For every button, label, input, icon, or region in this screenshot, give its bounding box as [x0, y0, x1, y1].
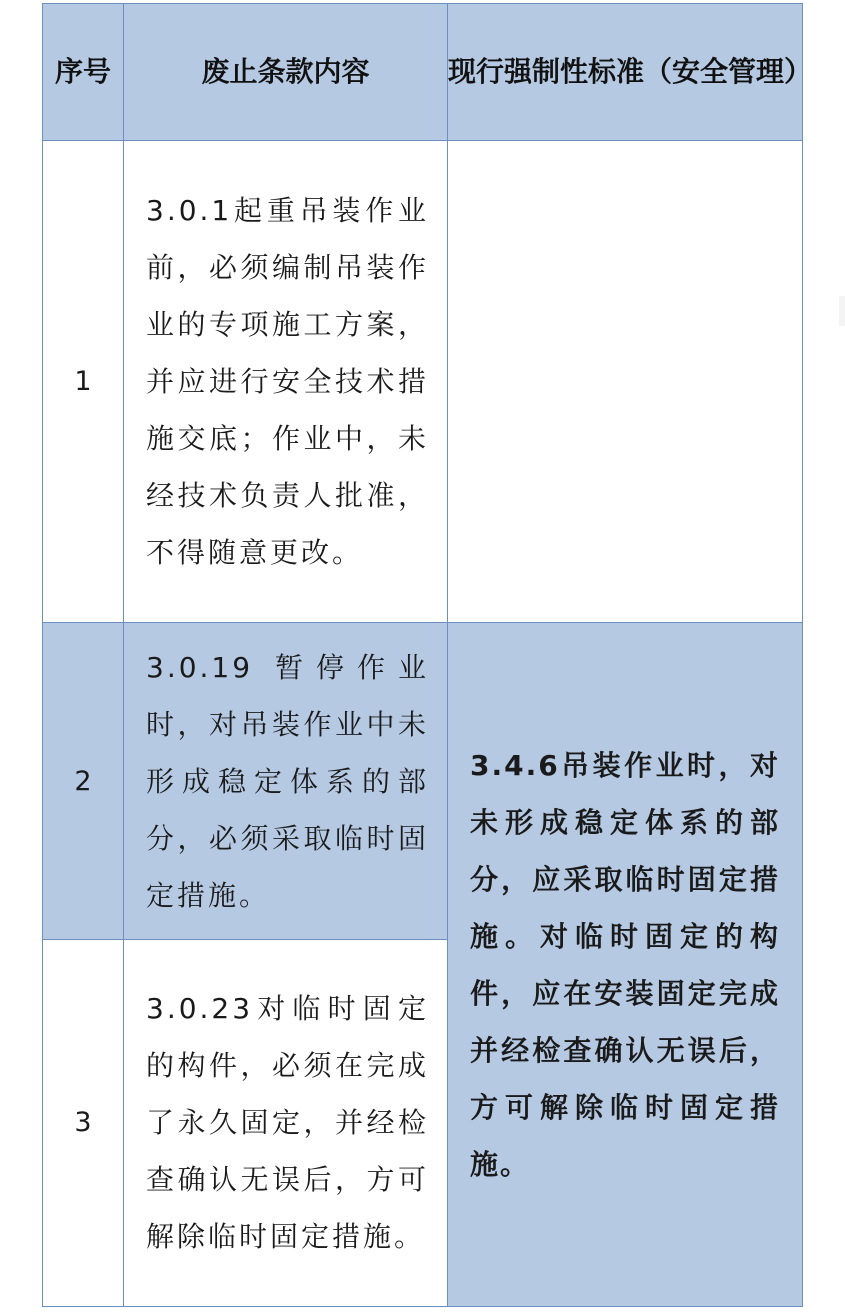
row-number: 2: [43, 623, 124, 939]
page-edge-mark: [839, 296, 845, 326]
header-number: 序号: [43, 4, 124, 141]
abolished-clause: 3.0.19 暂停作业时，对吊装作业中未形成稳定体系的部分，必须采取临时固定措施。: [124, 623, 448, 939]
abolished-clause: 3.0.23对临时固定的构件，必须在完成了永久固定，并经检查确认无误后，方可解除临时固定措施。: [124, 939, 448, 1306]
table-header-row: [43, 4, 803, 141]
header-abolished-content: 废止条款内容: [124, 4, 448, 141]
row-number: 1: [43, 141, 124, 623]
current-standard-clause: 3.4.6吊装作业时，对未形成稳定体系的部分，应采取临时固定措施。对临时固定的构件，应在安装固定完成并经检查确认无误后，方可解除临时固定措施。: [448, 623, 803, 1307]
table-row: [43, 141, 803, 623]
header-current-standard: 现行强制性标准（安全管理）: [448, 4, 803, 141]
abolished-clause: 3.0.1起重吊装作业前，必须编制吊装作业的专项施工方案，并应进行安全技术措施交底；作业中，未经技术负责人批准，不得随意更改。: [124, 141, 448, 623]
current-standard-empty: [448, 141, 803, 623]
table-row: [43, 623, 803, 939]
standards-comparison-table: [42, 3, 813, 1307]
row-number: 3: [43, 939, 124, 1306]
